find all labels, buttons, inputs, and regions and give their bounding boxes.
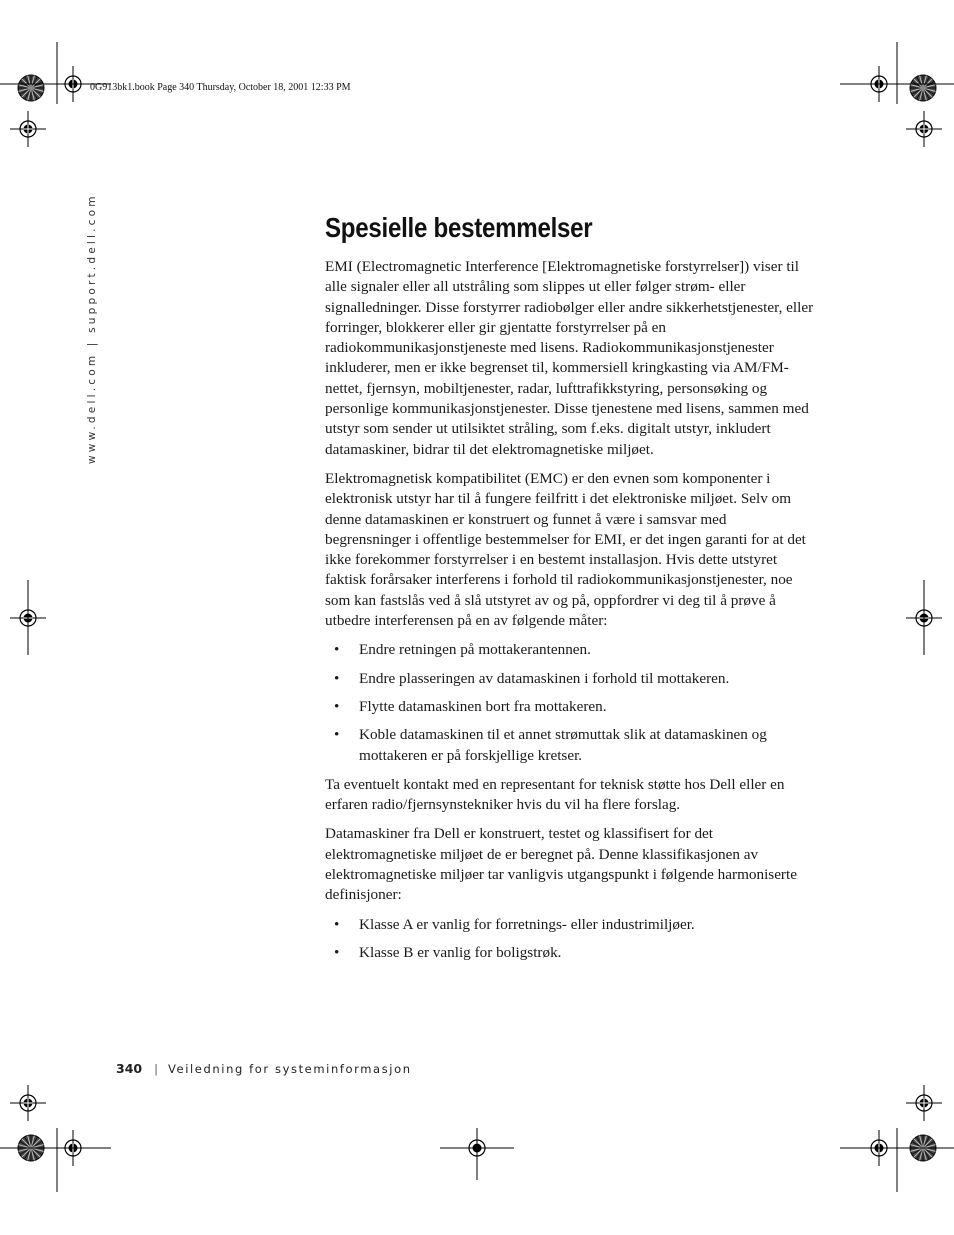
bullet-icon: • [334, 641, 340, 659]
list-item-text: Flytte datamaskinen bort fra mottakeren. [359, 697, 607, 715]
crop-mark [840, 1148, 954, 1149]
list-item-text: Endre plasseringen av datamaskinen i forhold til mottakeren. [359, 669, 730, 687]
crop-mark [897, 42, 898, 104]
crop-mark [0, 1148, 111, 1149]
remedy-list [325, 640, 815, 765]
paragraph-support: Ta eventuelt kontakt med en representant for teknisk støtte hos Dell eller en erfaren radio/fjernsynstekniker hvis du vil ha flere forslag. [325, 775, 785, 814]
paragraph-classification: Datamaskiner fra Dell er konstruert, testet og klassifisert for det elektromagnetiske miljøet de er beregnet på. Denne klassifikasjonen av elektromagnetiske miljøer tar vanligvis utgangspunkt i følgende harmoniserte definisjoner: [325, 825, 797, 904]
color-target-icon [908, 73, 938, 103]
crop-mark [0, 84, 111, 85]
registration-mark-icon [906, 111, 942, 147]
bullet-icon: • [334, 726, 340, 744]
registration-mark-icon [10, 1085, 46, 1121]
bullet-icon: • [334, 697, 340, 715]
crop-mark [897, 1128, 898, 1192]
page-title: Spesielle bestemmelser [325, 212, 593, 243]
paragraph-emi: EMI (Electromagnetic Interference [Elektromagnetiske forstyrrelser]) viser til alle signaler eller all utstråling som slippes ut eller følger strøm- eller signalledninger. Disse forstyrrer radiobølger eller andre sikkerhetstjenester, eller forringer, blokkerer eller gir gjentatte forstyrrelser på en radiokommunikasjonstjeneste med lisens. Radiokommunikasjonstjenester inkluderer, men er ikke begrenset til, kommersiell kringkasting via AM/FM-nettet, fjernsyn, mobiltjenester, radar, lufttrafikkstyring, personsøking og personlige kommunikasjonstjenester. Disse tjenestene med lisens, sammen med utstyr som sender ut utilsiktet stråling, som f.eks. digitalt utstyr, inkludert datamaskiner, bidrar til det elektromagnetiske miljøet. [325, 258, 814, 458]
list-item [325, 915, 815, 935]
bullet-icon: • [334, 915, 340, 933]
registration-mark-icon [906, 1085, 942, 1121]
bullet-icon: • [334, 669, 340, 687]
registration-mark-icon [10, 111, 46, 147]
crop-mark [840, 84, 954, 85]
color-target-icon [16, 73, 46, 103]
list-item [325, 669, 815, 689]
list-item [325, 640, 815, 660]
side-url: www.dell.com | support.dell.com [86, 193, 98, 464]
bullet-icon: • [334, 943, 340, 961]
page-number: 340 [116, 1061, 143, 1076]
crop-mark [57, 1128, 58, 1192]
list-item-text: Klasse B er vanlig for boligstrøk. [359, 943, 562, 961]
crop-mark [57, 42, 58, 104]
crop-mark [28, 580, 29, 655]
crop-mark [477, 1128, 478, 1180]
list-item [325, 697, 815, 717]
body-text [325, 257, 815, 972]
list-item [325, 943, 815, 963]
paragraph-emc: Elektromagnetisk kompatibilitet (EMC) er den evnen som komponenter i elektronisk utstyr har til å fungere feilfritt i det elektroniske miljøet. Selv om denne datamaskinen er konstruert og funnet å være i samsvar med begrensninger i offentlige bestemmelser for EMI, er det ingen garanti for at det ikke forekommer forstyrrelser i en bestemt installasjon. Hvis dette utstyret faktisk forårsaker interferens i forhold til radiokommunikasjonstjenester, noe som kan fastslås ved å slå utstyret av og på, oppfordrer vi deg til å prøve å utbedre interferensen på en av følgende måter: [325, 469, 806, 630]
list-item-text: Endre retningen på mottakerantennen. [359, 641, 591, 659]
list-item-text: Koble datamaskinen til et annet strømuttak slik at datamaskinen og mottakeren er på forskjellige kretser. [359, 726, 767, 764]
printer-header: 0G913bk1.book Page 340 Thursday, October 18, 2001 12:33 PM [90, 82, 351, 93]
list-item-text: Klasse A er vanlig for forretnings- eller industrimiljøer. [359, 915, 695, 933]
footer-doc-title: Veiledning for systeminformasjon [167, 1062, 412, 1076]
list-item [325, 725, 815, 766]
class-list [325, 915, 815, 964]
crop-mark [924, 580, 925, 655]
footer-separator: | [154, 1062, 158, 1076]
page-footer [116, 1061, 412, 1076]
